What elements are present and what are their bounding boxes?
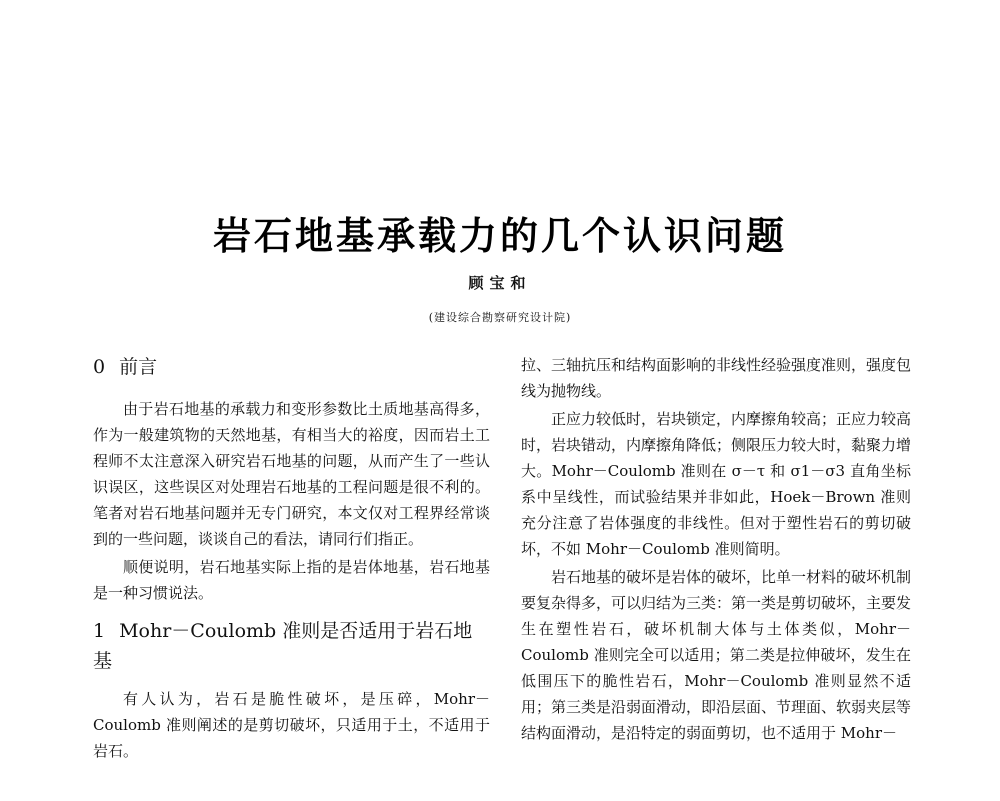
- section-1-number: 1: [93, 620, 106, 642]
- section-1-heading: [93, 616, 490, 676]
- section-1-title: Mohr－Coulomb 准则是否适用于岩石地基: [93, 620, 473, 672]
- paragraph: 有人认为，岩石是脆性破坏，是压碎，Mohr－Coulomb 准则阐述的是剪切破坏，只适用于土，不适用于岩石。: [93, 690, 490, 760]
- right-column: [521, 352, 911, 746]
- paragraph: 由于岩石地基的承载力和变形参数比土质地基高得多，作为一般建筑物的天然地基，有相当大的裕度，因而岩土工程师不太注意深入研究岩石地基的问题，从而产生了一些认识误区，这些误区对处理岩石地基的工程问题是很不利的。笔者对岩石地基问题并无专门研究，本文仅对工程界经常谈到的一些问题，谈谈自己的看法，请同行们指正。: [93, 400, 490, 548]
- paragraph: 拉、三轴抗压和结构面影响的非线性经验强度准则，强度包线为抛物线。: [521, 356, 912, 400]
- paper-affiliation: (建设综合勘察研究设计院): [428, 311, 572, 324]
- paragraph: 正应力较低时，岩块锁定，内摩擦角较高；正应力较高时，岩块错动，内摩擦角降低；侧限压力较大时，黏聚力增大。Mohr－Coulomb 准则在 σ－τ 和 σ1－σ3 直角坐标系中呈线性，而试验结果并非如此，Hoek－Brown 准则充分注意了岩体强度的非线性。但对于塑性岩石的剪切破坏，不如 Mohr－Coulomb 准则简明。: [521, 410, 912, 558]
- section-0-number: 0: [93, 356, 106, 378]
- paragraph: 岩石地基的破坏是岩体的破坏，比单一材料的破坏机制要复杂得多，可以归结为三类：第一类是剪切破坏，主要发生在塑性岩石，破坏机制大体与土体类似，Mohr－Coulomb 准则完全可以适用；第二类是拉伸破坏，发生在低围压下的脆性岩石，Mohr－Coulomb 准则显然不适用；第三类是沿弱面滑动，即沿层面、节理面、软弱夹层等结构面滑动，是沿特定的弱面剪切，也不适用于 Mohr－: [521, 568, 912, 742]
- paragraph: 顺便说明，岩石地基实际上指的是岩体地基，岩石地基是一种习惯说法。: [93, 558, 490, 602]
- section-0-title: 前言: [119, 356, 158, 378]
- section-0-heading: [93, 352, 490, 382]
- paper-title: 岩石地基承载力的几个认识问题: [212, 214, 787, 258]
- paper-author: 顾宝和: [468, 274, 532, 292]
- left-column: [93, 352, 490, 764]
